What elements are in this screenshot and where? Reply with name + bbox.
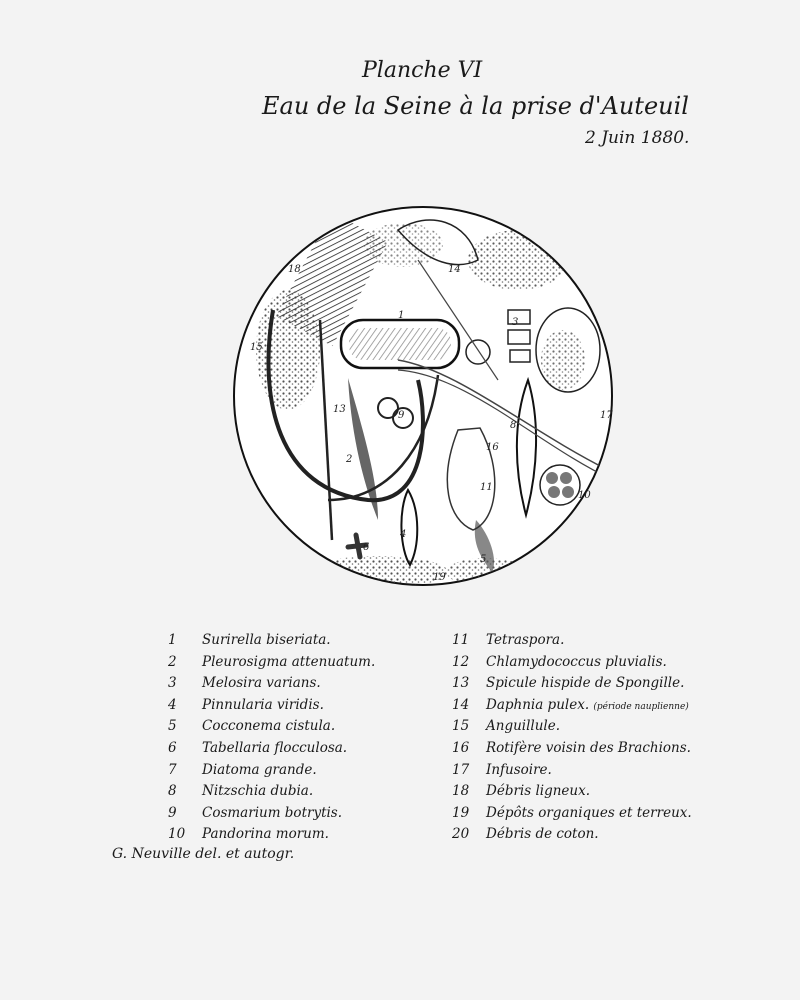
fig-label: 6 — [363, 542, 370, 553]
legend-right — [452, 630, 742, 846]
fig-label: 5 — [480, 554, 487, 565]
legend-item: 8 Nitzschia dubia. — [168, 783, 314, 800]
fig-label: 2 — [346, 454, 353, 465]
fig-label: 4 — [400, 529, 407, 540]
artist-credit: G. Neuville del. et autogr. — [112, 846, 295, 862]
legend-item: 13 Spicule hispide de Spongille. — [452, 675, 685, 692]
legend-item: 1 Surirella biseriata. — [168, 632, 331, 648]
legend-item: 10 Pandorina morum. — [168, 826, 329, 843]
plate-date: 2 Juin 1880. — [585, 128, 690, 148]
fig-label: 10 — [578, 490, 591, 501]
fig-label: 9 — [398, 410, 405, 421]
fig-label: 14 — [448, 264, 461, 275]
legend-item: 12 Chlamydococcus pluvialis. — [452, 653, 667, 670]
microscope-field — [228, 200, 618, 592]
legend-item: 18 Débris ligneux. — [452, 783, 591, 800]
fig-label: 3 — [512, 317, 519, 328]
legend-item: 17 Infusoire. — [452, 761, 552, 778]
fig-label: 8 — [510, 420, 517, 431]
fig-label: 16 — [486, 442, 499, 453]
fig-label: 18 — [288, 264, 301, 275]
legend-left — [168, 630, 428, 846]
legend-item: 4 Pinnularia viridis. — [168, 696, 324, 713]
legend-item: 20 Débris de coton. — [452, 826, 599, 843]
legend-note: (période nauplienne) — [593, 701, 689, 712]
legend-item: 19 Dépôts organiques et terreux. — [452, 804, 692, 821]
plate-title: Eau de la Seine à la prise d'Auteuil — [262, 92, 689, 120]
fig-label: 15 — [250, 342, 263, 353]
microscope-drawing — [228, 200, 618, 592]
legend-item: 6 Tabellaria flocculosa. — [168, 739, 348, 756]
legend-item: 16 Rotifère voisin des Brachions. — [452, 739, 691, 756]
fig-label: 13 — [333, 404, 346, 415]
legend-item: 15 Anguillule. — [452, 718, 561, 735]
fig-label: 17 — [600, 410, 613, 421]
fig-label: 11 — [480, 482, 493, 493]
legend-item: 7 Diatoma grande. — [168, 761, 317, 778]
legend-item: 14 Daphnia pulex. (période nauplienne) — [452, 696, 689, 713]
legend-item: 3 Melosira varians. — [168, 675, 321, 692]
legend-item: 9 Cosmarium botrytis. — [168, 804, 343, 821]
fig-label: 1 — [398, 310, 405, 321]
plate-label: Planche VI — [362, 58, 483, 83]
legend-item: 2 Pleurosigma attenuatum. — [168, 653, 376, 670]
fig-label: 19 — [433, 572, 446, 583]
legend-item: 5 Cocconema cistula. — [168, 718, 336, 735]
legend-item: 11 Tetraspora. — [452, 632, 565, 648]
